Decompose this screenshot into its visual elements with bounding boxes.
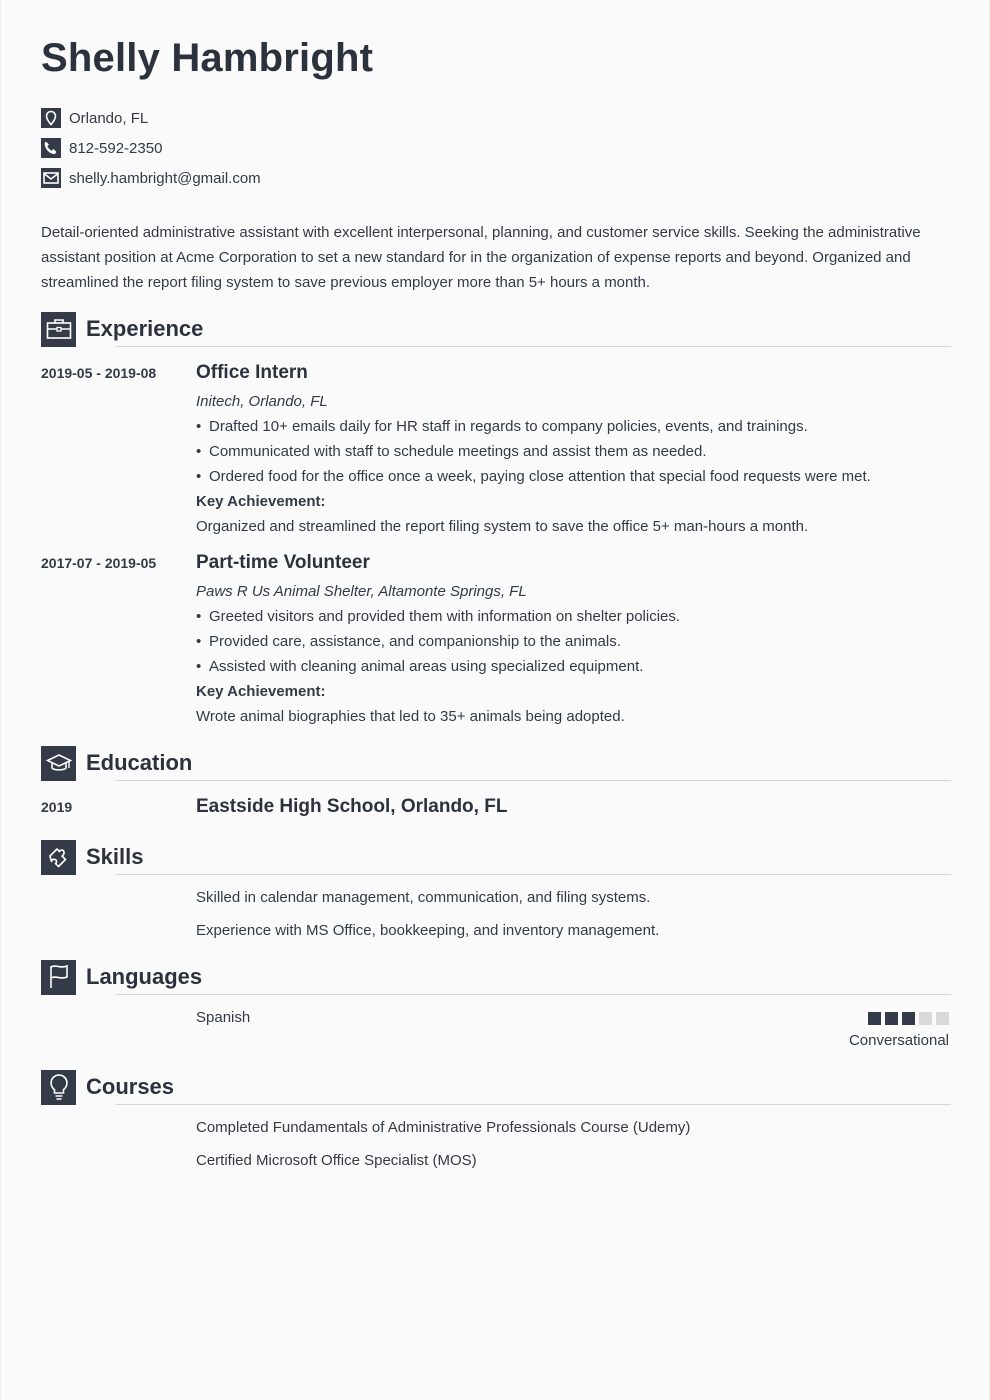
skill-item: Experience with MS Office, bookkeeping, and inventory management. xyxy=(196,922,660,939)
job-bullet-list xyxy=(196,604,680,679)
skills-section-header xyxy=(41,839,951,875)
language-level-indicator xyxy=(868,1012,949,1025)
languages-heading: Languages xyxy=(86,964,203,989)
job-bullet: • Assisted with cleaning animal areas using specialized equipment. xyxy=(196,658,644,675)
job-bullet: • Provided care, assistance, and companionship to the animals. xyxy=(196,633,621,650)
job-company: Initech, Orlando, FL xyxy=(196,393,328,410)
section-divider xyxy=(116,874,951,875)
job-bullet: • Drafted 10+ emails daily for HR staff in regards to company policies, events, and trainings. xyxy=(196,418,808,435)
language-level-label: Conversational xyxy=(848,1032,949,1049)
briefcase-icon xyxy=(41,312,76,347)
course-item: Certified Microsoft Office Specialist (MOS) xyxy=(196,1152,477,1169)
job-title: Office Intern xyxy=(196,362,308,383)
flag-icon xyxy=(41,960,76,995)
contact-phone xyxy=(41,138,162,158)
puzzle-icon xyxy=(41,840,76,875)
job-dates: 2019-05 - 2019-08 xyxy=(41,365,157,381)
section-divider xyxy=(116,1104,951,1105)
contact-location xyxy=(41,108,148,128)
level-square-empty xyxy=(936,1012,949,1025)
education-section-header xyxy=(41,745,951,781)
candidate-name: Shelly Hambright xyxy=(41,36,374,80)
job-bullet: • Communicated with staff to schedule meetings and assist them as needed. xyxy=(196,443,707,460)
level-square-empty xyxy=(919,1012,932,1025)
envelope-icon xyxy=(41,168,61,188)
level-square-filled xyxy=(868,1012,881,1025)
level-square-filled xyxy=(885,1012,898,1025)
job-bullet: • Greeted visitors and provided them with information on shelter policies. xyxy=(196,608,681,625)
job-bullet: • Ordered food for the office once a week, paying close attention that special food requests were met. xyxy=(196,468,871,485)
job-company: Paws R Us Animal Shelter, Altamonte Springs, FL xyxy=(196,583,527,600)
experience-heading: Experience xyxy=(86,316,204,341)
key-achievement-label: Key Achievement: xyxy=(196,493,326,510)
course-item: Completed Fundamentals of Administrative Professionals Course (Udemy) xyxy=(196,1119,691,1136)
job-title: Part-time Volunteer xyxy=(196,552,370,573)
phone-icon xyxy=(41,138,61,158)
key-achievement-text: Organized and streamlined the report filing system to save the office 5+ man-hours a month. xyxy=(196,518,809,535)
location-pin-icon xyxy=(41,108,61,128)
graduation-cap-icon xyxy=(41,746,76,781)
phone-text[interactable]: 812-592-2350 xyxy=(69,139,163,157)
courses-section-header xyxy=(41,1069,951,1105)
education-school: Eastside High School, Orlando, FL xyxy=(196,796,508,817)
job-dates: 2017-07 - 2019-05 xyxy=(41,555,157,571)
job-bullet-list xyxy=(196,414,871,489)
summary-paragraph: Detail-oriented administrative assistant with excellent interpersonal, planning, and customer service skills. Seeking the administrative assistant position at Acme Corporation to set a new standard for in the organization of expense reports and beyond. Organized and streamlined the report filing system to save previous employer more than 5+ hours a month. xyxy=(41,224,921,291)
location-text: Orlando, FL xyxy=(69,109,149,127)
lightbulb-icon xyxy=(41,1070,76,1105)
key-achievement-label: Key Achievement: xyxy=(196,683,326,700)
section-divider xyxy=(116,994,951,995)
section-divider xyxy=(116,346,951,347)
education-year: 2019 xyxy=(41,799,73,815)
skills-heading: Skills xyxy=(86,844,144,869)
key-achievement-text: Wrote animal biographies that led to 35+ animals being adopted. xyxy=(196,708,625,725)
languages-section-header xyxy=(41,959,951,995)
language-name: Spanish xyxy=(196,1009,251,1026)
experience-section-header xyxy=(41,311,951,347)
level-square-filled xyxy=(902,1012,915,1025)
section-divider xyxy=(116,780,951,781)
contact-email xyxy=(41,168,261,188)
courses-heading: Courses xyxy=(86,1074,175,1099)
education-heading: Education xyxy=(86,750,193,775)
skill-item: Skilled in calendar management, communication, and filing systems. xyxy=(196,889,651,906)
email-text[interactable]: shelly.hambright@gmail.com xyxy=(69,169,261,187)
